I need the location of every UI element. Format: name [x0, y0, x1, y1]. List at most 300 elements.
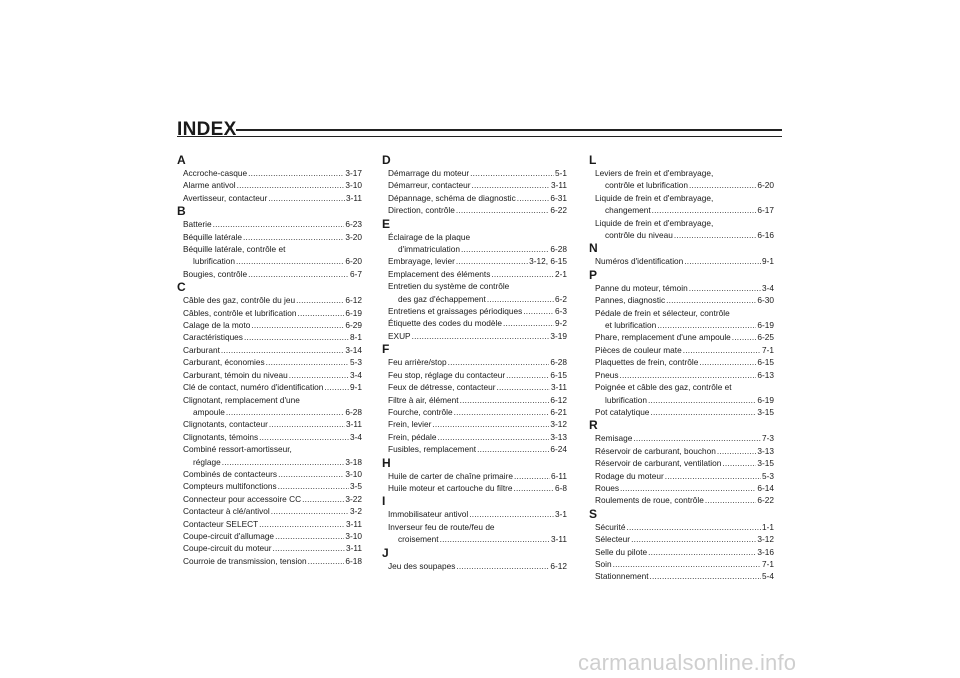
- dot-leader: [477, 443, 549, 455]
- dot-leader: [613, 558, 761, 570]
- dot-leader: [448, 356, 550, 368]
- index-entry-text: Démarreur, contacteur: [388, 180, 471, 191]
- index-entry-first-line: Poignée et câble des gaz, contrôle et: [595, 382, 732, 393]
- index-entry: [382, 394, 567, 406]
- index-entry: [177, 456, 362, 468]
- index-entry-page: 3-13: [550, 431, 567, 442]
- index-entry-text: Feu arrière/stop: [388, 357, 447, 368]
- index-entry-text: Jeu des soupapes: [388, 560, 456, 571]
- section-letter-h: H: [382, 455, 391, 470]
- index-entry: [382, 418, 567, 430]
- index-entry-first-line: Pédale de frein et sélecteur, contrôle: [595, 307, 730, 318]
- index-entry-page: 6-30: [757, 295, 774, 306]
- index-entry: [589, 294, 774, 306]
- index-entry-text: Câbles, contrôle et lubrification: [183, 307, 297, 318]
- watermark: carmanualsonline.info: [578, 650, 797, 675]
- index-entry: [589, 356, 774, 368]
- dot-leader: [717, 445, 757, 457]
- dot-leader: [297, 307, 344, 319]
- dot-leader: [650, 570, 761, 582]
- index-entry: [382, 431, 567, 443]
- index-entry-page: 6-12: [345, 295, 362, 306]
- index-entry-text: Courroie de transmission, tension: [183, 555, 307, 566]
- index-entry-text: Caractéristiques: [183, 332, 243, 343]
- index-entry-page: 9-1: [762, 256, 774, 267]
- index-entry: [177, 518, 362, 530]
- index-entry-text: Contacteur à clé/antivol: [183, 506, 270, 517]
- dot-leader: [506, 369, 549, 381]
- dot-leader: [302, 493, 344, 505]
- index-entry-page: 6-23: [345, 219, 362, 230]
- index-entry-text: Stationnement: [595, 571, 649, 582]
- index-entry-page: 5-3: [762, 470, 774, 481]
- index-entry: [589, 570, 774, 582]
- index-entry: [589, 331, 774, 343]
- index-entry: [382, 293, 567, 305]
- dot-leader: [222, 456, 345, 468]
- index-entry-text: Béquille latérale: [183, 231, 243, 242]
- index-entry: [589, 521, 774, 533]
- dot-leader: [324, 381, 349, 393]
- index-entry: [177, 369, 362, 381]
- index-entry-text: Frein, pédale: [388, 431, 437, 442]
- dot-leader: [412, 330, 550, 342]
- index-entry: [382, 317, 567, 329]
- index-entry-first-line: Leviers de frein et d'embrayage,: [595, 168, 714, 178]
- index-entry: [382, 406, 567, 418]
- index-entry-text: Roues: [595, 482, 619, 493]
- index-entry: [589, 344, 774, 356]
- index-entry-page: 3-15: [757, 458, 774, 469]
- index-entry-page: 6-20: [345, 256, 362, 267]
- index-entry-text: Bougies, contrôle: [183, 268, 248, 279]
- dot-leader: [491, 268, 554, 280]
- dot-leader: [472, 179, 550, 191]
- index-entry-page: 3-10: [345, 468, 362, 479]
- dot-leader: [689, 179, 756, 191]
- dot-leader: [456, 204, 550, 216]
- index-entry-text: Contacteur SELECT: [183, 518, 259, 529]
- dot-leader: [440, 533, 550, 545]
- index-entry-page: 1-1: [762, 521, 774, 532]
- index-entry-text: Immobilisateur antivol: [388, 509, 469, 520]
- index-entry: [589, 319, 774, 331]
- index-entry-text: EXUP: [388, 330, 411, 341]
- index-entry: [382, 482, 567, 494]
- index-entry-page: 6-20: [757, 180, 774, 191]
- dot-leader: [248, 268, 349, 280]
- page-title: INDEX: [177, 119, 237, 140]
- index-entry: [382, 243, 567, 255]
- index-entry: [589, 204, 774, 216]
- index-entry-text: d'immatriculation: [398, 244, 460, 255]
- index-entry-text: Feux de détresse, contacteur: [388, 382, 496, 393]
- index-column-2: [382, 153, 567, 572]
- dot-leader: [648, 394, 756, 406]
- index-entry: [382, 330, 567, 342]
- dot-leader: [650, 406, 756, 418]
- index-entry-page: 6-2: [555, 293, 567, 304]
- index-entry-text: Réservoir de carburant, bouchon: [595, 445, 716, 456]
- index-entry-page: 6-12: [550, 394, 567, 405]
- index-entry-page: 5-1: [555, 168, 567, 178]
- index-entry-page: 6-29: [345, 320, 362, 331]
- index-entry-text: Réservoir de carburant, ventilation: [595, 458, 722, 469]
- dot-leader: [244, 331, 349, 343]
- index-entry-text: Embrayage, levier: [388, 256, 455, 267]
- index-entry-text: Roulements de roue, contrôle: [595, 495, 704, 506]
- index-entry-page: 9-2: [555, 318, 567, 329]
- index-entry: [177, 231, 362, 243]
- dot-leader: [732, 331, 757, 343]
- index-column-1: [177, 153, 362, 567]
- index-entry-text: lubrification: [193, 256, 235, 267]
- index-entry: [177, 344, 362, 356]
- index-entry-first-line: Combiné ressort-amortisseur,: [183, 444, 292, 455]
- index-entry: [177, 307, 362, 319]
- dot-leader: [237, 179, 345, 191]
- index-entry: [177, 179, 362, 191]
- index-column-3: [589, 153, 774, 583]
- section-letter-d: D: [382, 153, 391, 167]
- section-letter-p: P: [589, 267, 598, 282]
- index-entry: [177, 331, 362, 343]
- index-entry-page: 6-16: [757, 230, 774, 241]
- index-entry-text: Connecteur pour accessoire CC: [183, 493, 302, 504]
- index-entry-text: Pannes, diagnostic: [595, 295, 666, 306]
- index-entry-page: 8-1: [350, 332, 362, 343]
- index-entry-page: 6-28: [550, 244, 567, 255]
- index-entry-text: Compteurs multifonctions: [183, 481, 277, 492]
- index-entry: [177, 555, 362, 567]
- dot-leader: [432, 418, 549, 430]
- dot-leader: [275, 530, 344, 542]
- index-entry-page: 6-11: [551, 470, 567, 481]
- dot-leader: [289, 369, 349, 381]
- dot-leader: [652, 204, 757, 216]
- index-entry-text: Pot catalytique: [595, 406, 650, 417]
- dot-leader: [460, 394, 550, 406]
- dot-leader: [648, 546, 756, 558]
- index-entry: [177, 431, 362, 443]
- index-entry: [589, 394, 774, 406]
- index-entry-text: Batterie: [183, 219, 212, 230]
- index-entry-text: Clé de contact, numéro d'identification: [183, 382, 324, 393]
- index-entry: [382, 167, 567, 179]
- index-entry-page: 3-11: [346, 192, 362, 203]
- index-entry: [177, 167, 362, 179]
- index-entry-page: 3-11: [346, 543, 362, 554]
- index-entry: [589, 533, 774, 545]
- index-entry-text: Alarme antivol: [183, 180, 236, 191]
- index-entry: [589, 432, 774, 444]
- dot-leader: [437, 431, 549, 443]
- index-entry: [382, 508, 567, 520]
- index-entry-page: 6-25: [757, 332, 774, 343]
- index-entry-page: 3-4: [350, 431, 362, 442]
- index-entry-page: 3-4: [762, 282, 774, 293]
- dot-leader: [251, 319, 344, 331]
- index-entry: [177, 192, 362, 204]
- index-entry-first-line: Liquide de frein et d'embrayage,: [595, 192, 714, 203]
- index-entry: [589, 482, 774, 494]
- dot-leader: [684, 255, 761, 267]
- index-entry: [177, 542, 362, 554]
- index-entry-text: Fusibles, remplacement: [388, 444, 477, 455]
- dot-leader: [503, 317, 554, 329]
- index-entry-first-line: Liquide de frein et d'embrayage,: [595, 217, 714, 228]
- index-entry-text: Frein, levier: [388, 419, 432, 430]
- index-entry-text: changement: [605, 205, 651, 216]
- index-entry-text: Entretiens et graissages périodiques: [388, 306, 523, 317]
- dot-leader: [461, 243, 549, 255]
- index-entry-page: 6-31: [550, 192, 567, 203]
- index-entry-page: 3-19: [550, 330, 567, 341]
- dot-leader: [259, 518, 345, 530]
- index-entry: [382, 305, 567, 317]
- dot-leader: [248, 167, 344, 179]
- dot-leader: [514, 482, 554, 494]
- index-entry: [589, 406, 774, 418]
- section-letter-n: N: [589, 241, 598, 256]
- index-entry-page: 3-11: [551, 382, 567, 393]
- dot-leader: [469, 508, 554, 520]
- index-entry-first-line: Béquille latérale, contrôle et: [183, 244, 286, 255]
- index-entry-text: réglage: [193, 456, 221, 467]
- index-entry: [177, 505, 362, 517]
- index-entry-page: 7-1: [762, 558, 774, 569]
- index-entry: [177, 480, 362, 492]
- section-letter-l: L: [589, 153, 597, 167]
- dot-leader: [689, 282, 761, 294]
- index-entry: [177, 218, 362, 230]
- index-entry: [382, 204, 567, 216]
- index-entry-page: 6-15: [757, 357, 774, 368]
- index-entry: [589, 445, 774, 457]
- index-entry: [177, 406, 362, 418]
- index-entry-page: 6-15: [550, 369, 567, 380]
- index-entry-page: 3-5: [350, 481, 362, 492]
- index-entry-text: Carburant: [183, 344, 220, 355]
- index-entry-first-line: Inverseur feu de route/feu de: [388, 521, 495, 532]
- index-entry: [589, 255, 774, 267]
- dot-leader: [683, 344, 761, 356]
- dot-leader: [514, 470, 550, 482]
- index-entry-text: des gaz d'échappement: [398, 293, 486, 304]
- index-entry-text: Direction, contrôle: [388, 205, 455, 216]
- dot-leader: [626, 521, 761, 533]
- dot-leader: [268, 192, 345, 204]
- index-entry-text: Plaquettes de frein, contrôle: [595, 357, 699, 368]
- dot-leader: [620, 369, 757, 381]
- index-entry-page: 6-28: [345, 406, 362, 417]
- index-entry: [177, 530, 362, 542]
- index-entry: [177, 468, 362, 480]
- dot-leader: [517, 192, 550, 204]
- dot-leader: [243, 231, 344, 243]
- index-entry-page: 6-19: [757, 394, 774, 405]
- dot-leader: [633, 432, 761, 444]
- index-entry-text: Accroche-casque: [183, 168, 248, 178]
- index-entry: [177, 319, 362, 331]
- index-entry-page: 6-8: [555, 482, 567, 493]
- dot-leader: [269, 418, 345, 430]
- index-entry-text: Panne du moteur, témoin: [595, 282, 688, 293]
- dot-leader: [259, 431, 349, 443]
- index-entry: [589, 457, 774, 469]
- index-entry-page: 5-3: [350, 357, 362, 368]
- index-entry: [382, 255, 567, 267]
- index-entry-text: Calage de la moto: [183, 320, 251, 331]
- dot-leader: [666, 294, 756, 306]
- title-rule-thick: [236, 129, 782, 131]
- dot-leader: [620, 482, 756, 494]
- index-entry: [589, 229, 774, 241]
- index-entry-text: contrôle et lubrification: [605, 180, 689, 191]
- index-entry-page: 2-1: [555, 268, 567, 279]
- index-entry-text: Étiquette des codes du modèle: [388, 318, 502, 329]
- index-entry-first-line: Éclairage de la plaque: [388, 231, 471, 242]
- index-entry-first-line: Clignotant, remplacement d'une: [183, 394, 300, 405]
- index-entry-page: 3-14: [345, 344, 362, 355]
- index-entry-text: Selle du pilote: [595, 546, 648, 557]
- index-entry-page: 3-11: [551, 180, 567, 191]
- index-entry-text: Câble des gaz, contrôle du jeu: [183, 295, 296, 306]
- index-entry-page: 3-10: [345, 530, 362, 541]
- index-entry: [177, 493, 362, 505]
- index-entry-text: croisement: [398, 534, 439, 545]
- index-entry: [177, 294, 362, 306]
- index-entry: [382, 381, 567, 393]
- index-entry-page: 3-16: [757, 546, 774, 557]
- index-entry-page: 6-17: [757, 205, 774, 216]
- index-entry: [382, 356, 567, 368]
- dot-leader: [271, 505, 349, 517]
- dot-leader: [699, 356, 756, 368]
- index-entry-page: 3-20: [345, 231, 362, 242]
- index-entry-page: 3-17: [345, 168, 362, 178]
- title-rule-thin: [177, 136, 782, 137]
- index-entry: [589, 369, 774, 381]
- index-entry-page: 6-28: [550, 357, 567, 368]
- index-entry-text: Clignotants, contacteur: [183, 419, 268, 430]
- section-letter-a: A: [177, 153, 186, 167]
- dot-leader: [722, 457, 756, 469]
- dot-leader: [236, 255, 344, 267]
- index-entry-text: Coupe-circuit du moteur: [183, 543, 272, 554]
- index-entry-page: 3-11: [551, 534, 567, 545]
- dot-leader: [487, 293, 554, 305]
- index-entry-page: 3-2: [350, 506, 362, 517]
- index-entry: [382, 533, 567, 545]
- index-entry-text: Fourche, contrôle: [388, 406, 453, 417]
- index-entry-page: 7-3: [762, 433, 774, 444]
- index-entry-page: 7-1: [762, 344, 774, 355]
- dot-leader: [226, 406, 345, 418]
- index-entry-text: Pièces de couleur mate: [595, 344, 682, 355]
- index-entry-text: lubrification: [605, 394, 647, 405]
- index-entry-page: 3-10: [345, 180, 362, 191]
- index-entry-page: 9-1: [350, 382, 362, 393]
- section-letter-i: I: [382, 494, 386, 509]
- index-entry-text: Rodage du moteur: [595, 470, 664, 481]
- index-entry-page: 3-18: [345, 456, 362, 467]
- index-entry-text: Sécurité: [595, 521, 626, 532]
- index-entry-text: Sélecteur: [595, 534, 631, 545]
- index-entry-text: contrôle du niveau: [605, 230, 673, 241]
- dot-leader: [665, 470, 761, 482]
- index-entry-text: Carburant, témoin du niveau: [183, 369, 288, 380]
- index-entry: [382, 369, 567, 381]
- index-entry-page: 6-22: [757, 495, 774, 506]
- index-entry-page: 6-14: [757, 482, 774, 493]
- index-entry-page: 6-7: [350, 268, 362, 279]
- dot-leader: [273, 542, 345, 554]
- index-entry: [382, 268, 567, 280]
- section-letter-c: C: [177, 280, 186, 295]
- index-entry-page: 3-12: [550, 419, 567, 430]
- index-entry-page: 3-12: [757, 534, 774, 545]
- dot-leader: [278, 480, 349, 492]
- index-entry-text: Phare, remplacement d'une ampoule: [595, 332, 731, 343]
- index-entry-text: et lubrification: [605, 320, 657, 331]
- index-entry: [177, 381, 362, 393]
- index-entry-page: 6-13: [757, 369, 774, 380]
- index-entry-page: 3-22: [345, 493, 362, 504]
- index-entry: [177, 418, 362, 430]
- dot-leader: [674, 229, 757, 241]
- index-entry: [589, 470, 774, 482]
- index-entry-text: Huile moteur et cartouche du filtre: [388, 482, 513, 493]
- dot-leader: [705, 494, 757, 506]
- dot-leader: [221, 344, 344, 356]
- dot-leader: [454, 406, 550, 418]
- index-entry-text: Feu stop, réglage du contacteur: [388, 369, 506, 380]
- dot-leader: [213, 218, 345, 230]
- dot-leader: [296, 294, 344, 306]
- dot-leader: [278, 468, 344, 480]
- index-entry-page: 3-12, 6-15: [529, 256, 567, 267]
- index-entry-page: 3-13: [757, 445, 774, 456]
- index-entry: [589, 494, 774, 506]
- dot-leader: [456, 560, 549, 572]
- dot-leader: [523, 305, 554, 317]
- dot-leader: [496, 381, 550, 393]
- index-entry-page: 3-1: [555, 509, 567, 520]
- index-entry: [589, 179, 774, 191]
- index-entry-page: 6-21: [550, 406, 567, 417]
- index-entry-page: 3-15: [757, 406, 774, 417]
- index-entry-page: 6-3: [555, 306, 567, 317]
- dot-leader: [470, 167, 554, 179]
- index-entry: [177, 356, 362, 368]
- index-entry-page: 6-22: [550, 205, 567, 216]
- index-entry: [589, 282, 774, 294]
- index-entry-text: Emplacement des éléments: [388, 268, 491, 279]
- index-entry-text: Coupe-circuit d'allumage: [183, 530, 275, 541]
- index-entry-page: 6-24: [550, 444, 567, 455]
- index-entry-text: Huile de carter de chaîne primaire: [388, 470, 513, 481]
- index-entry-page: 6-19: [757, 320, 774, 331]
- index-entry-text: Dépannage, schéma de diagnostic: [388, 192, 516, 203]
- index-entry-text: Pneus: [595, 369, 619, 380]
- index-entry: [589, 558, 774, 570]
- section-letter-j: J: [382, 545, 389, 560]
- index-entry-text: Filtre à air, élément: [388, 394, 459, 405]
- index-entry-text: Remisage: [595, 433, 633, 444]
- index-entry-text: Carburant, économies: [183, 357, 265, 368]
- index-entry: [382, 179, 567, 191]
